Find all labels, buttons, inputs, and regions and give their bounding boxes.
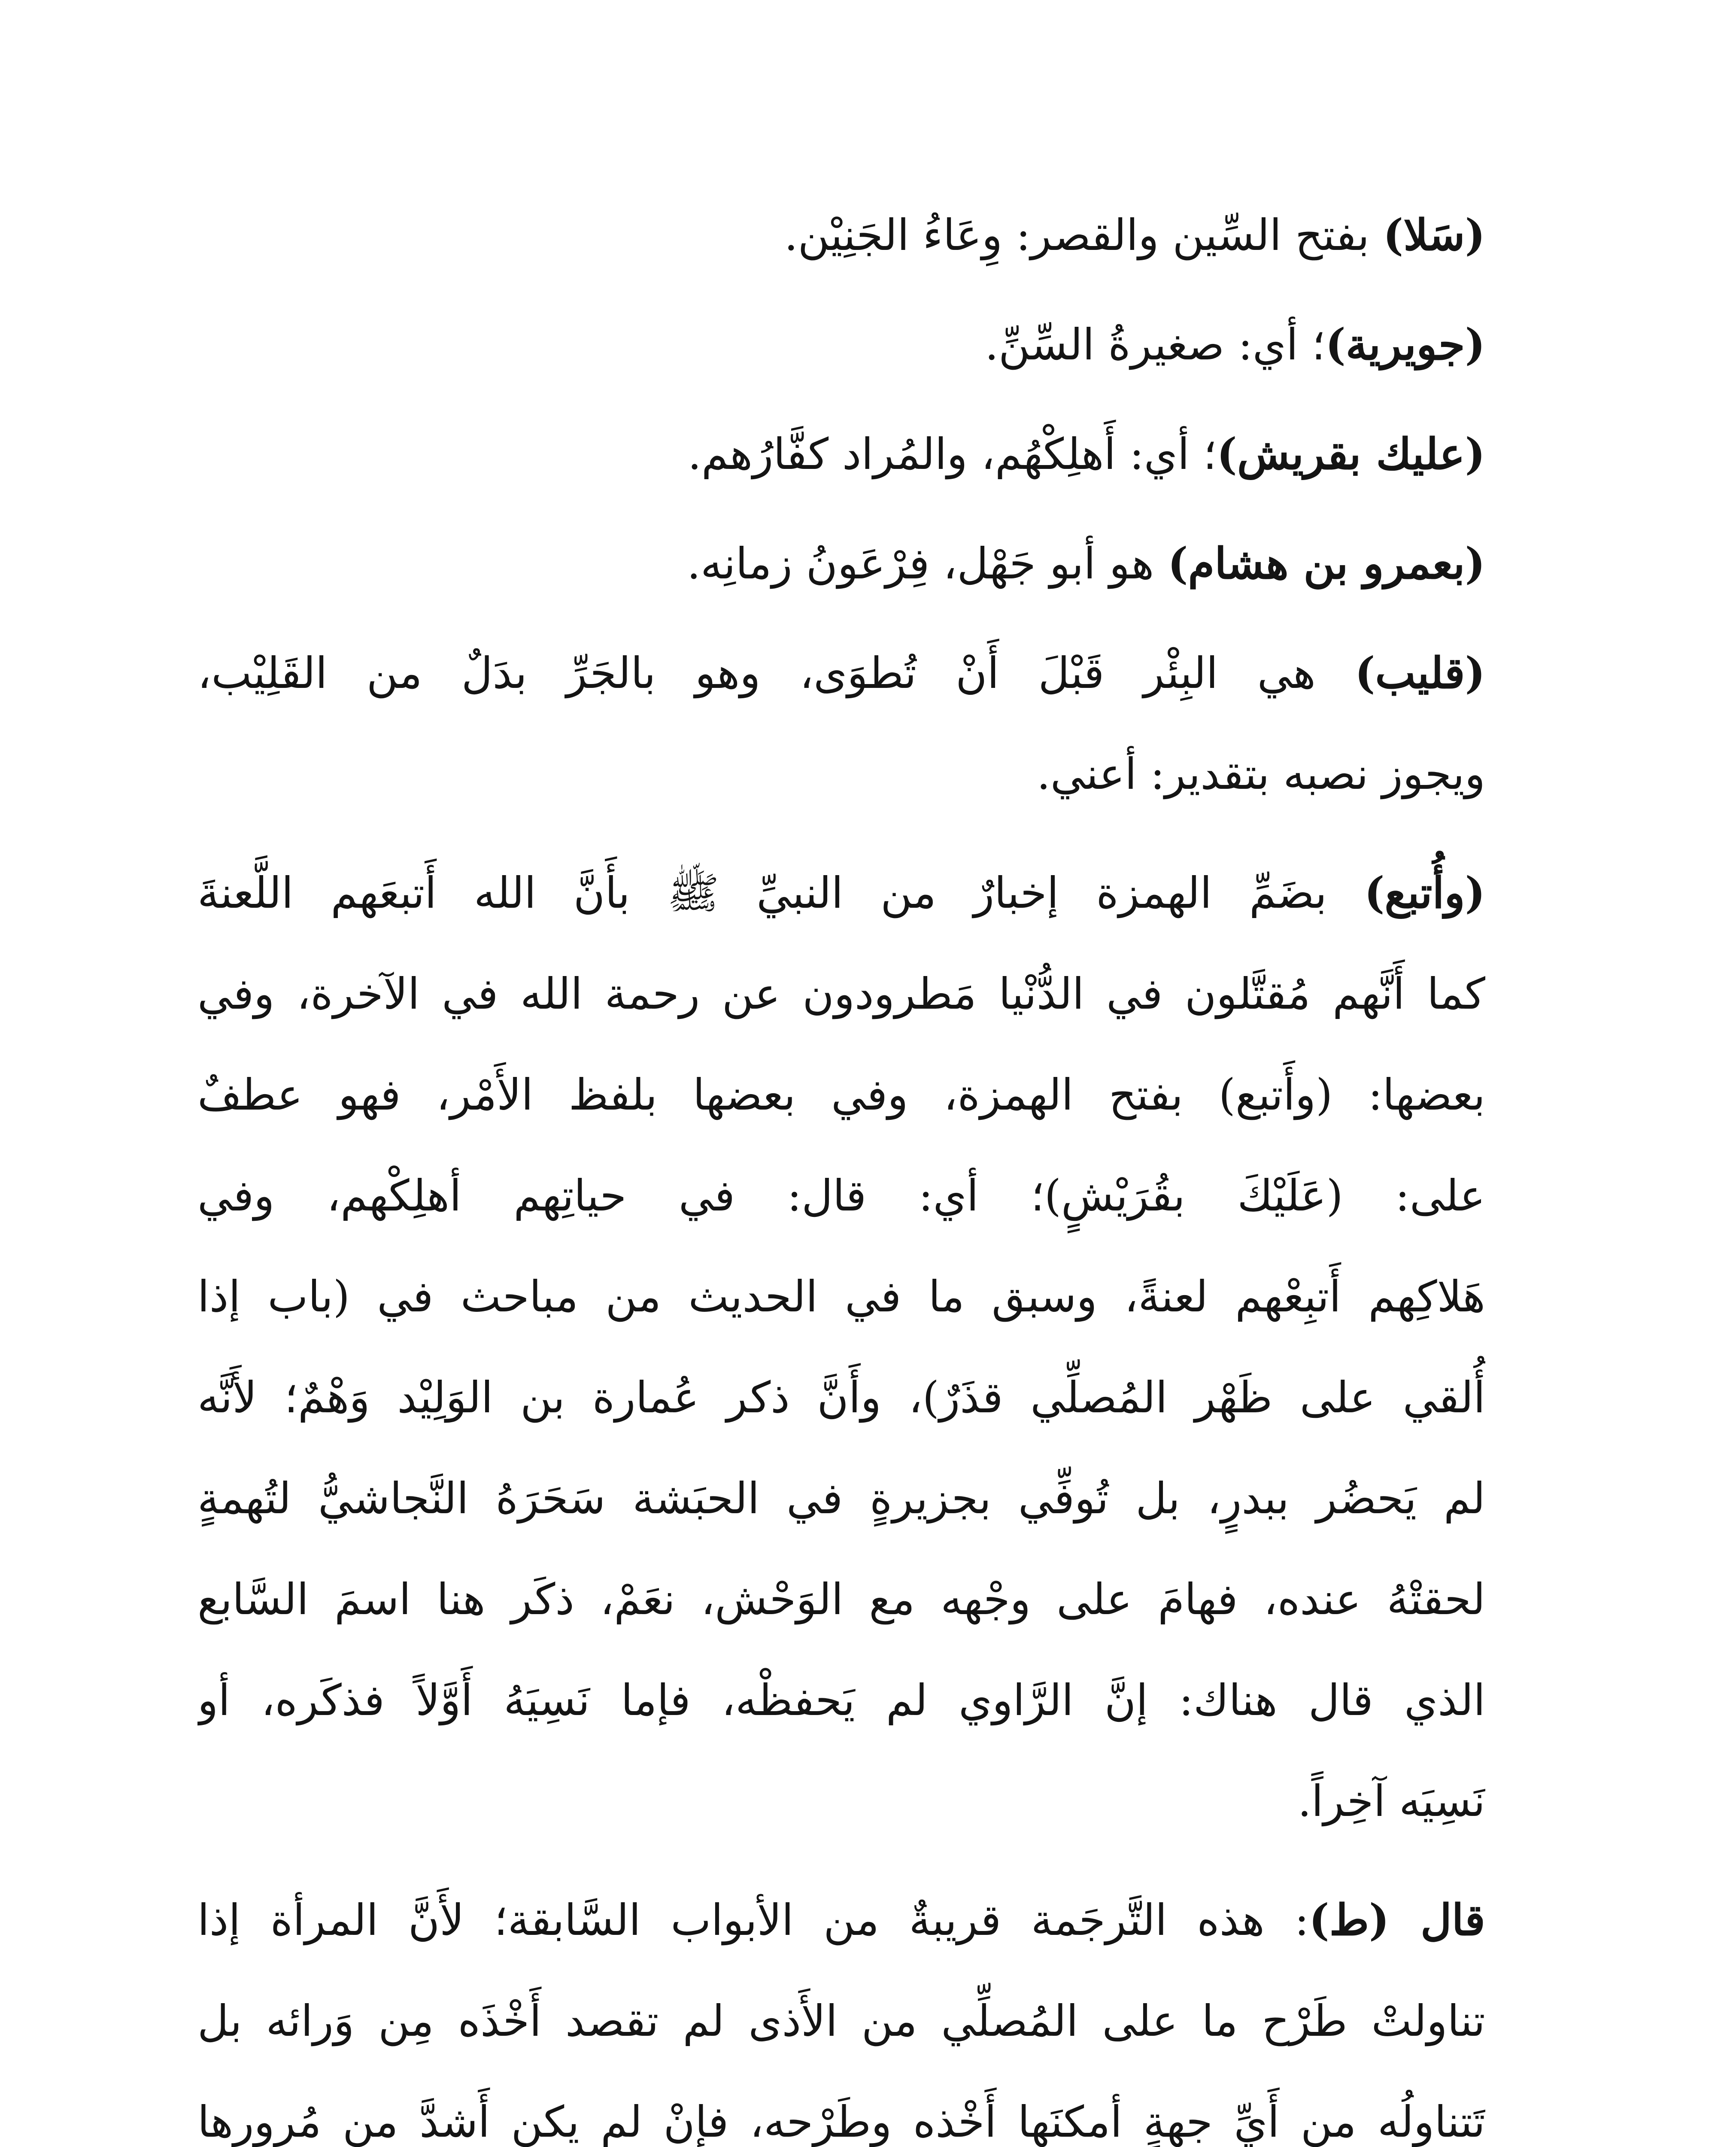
page-text (197, 185, 1485, 2147)
paragraph-term: قال (ط) (1309, 1895, 1485, 1945)
paragraph-ta-line-3: تَتناولُه من أَيِّ جهةٍ أمكنَها أَخْذه وطَرْحه، فإِنْ لم يكن أَشدَّ من مُرورها (197, 2097, 1485, 2147)
glossary-line-amr (197, 513, 1485, 614)
glossary-term: (عليك بقريش) (1217, 429, 1485, 479)
paragraph-text: بضَمِّ الهمزة إخبارٌ من النبيِّ ﷺ بأَنَّ الله أَتبعَهم اللَّعنةَ (197, 868, 1365, 918)
paragraph-utbi-line-2: كما أَنَّهم مُقتَّلون في الدُّنْيا مَطرودون عن رحمة الله في الآخرة، وفي (197, 969, 1485, 1019)
glossary-definition: بفتح السِّين والقصر: وِعَاءُ الجَنِيْن. (784, 210, 1383, 260)
paragraph-ta-line-2: تناولتْ طَرْح ما على المُصلِّي من الأَذى لم تقصد أَخْذَه مِن وَرائه بل (197, 1996, 1485, 2046)
paragraph-utbi-line-9: الذي قال هناك: إنَّ الرَّاوي لم يَحفظْه، فإما نَسِيَهُ أَوَّلاً فذكَره، أو (197, 1675, 1485, 1725)
paragraph-utbi-line-10: نَسِيَه آخِراً. (1298, 1776, 1485, 1826)
glossary-definition: ؛ أي: صغيرةُ السِّنِّ. (985, 319, 1326, 370)
glossary-definition: هي البِئْر قَبْلَ أَنْ تُطوَى، وهو بالجَرِّ بدَلٌ من القَلِيْب، (197, 648, 1355, 698)
glossary-definition: ؛ أي: أَهلِكْهُم، والمُراد كفَّارُهم. (688, 429, 1217, 479)
paragraph-utbi-line-8: لحقتْهُ عنده، فهامَ على وجْهه مع الوَحْش، نعَمْ، ذكَر هنا اسمَ السَّابع (197, 1574, 1485, 1624)
glossary-term: (بعمرو بن هشام) (1168, 538, 1485, 589)
paragraph-utbi-line-7: لم يَحضُر ببدرٍ، بل تُوفِّي بجزيرةٍ في الحبَشة سَحَرَهُ النَّجاشيُّ لتُهمةٍ (197, 1473, 1485, 1524)
glossary-definition: هو أبو جَهْل، فِرْعَونُ زمانِه. (687, 538, 1168, 589)
paragraph-utbi-line-5: هَلاكِهم أَتبِعْهم لعنةً، وسبق ما في الحديث من مباحث في (باب إذا (197, 1271, 1485, 1322)
paragraph-utbi-line-6: أُلقي على ظَهْر المُصلِّي قذَرٌ)، وأَنَّ ذكر عُمارة بن الوَلِيْد وَهْمٌ؛ لأَنَّه (197, 1372, 1485, 1423)
glossary-line-alayka (197, 404, 1485, 505)
paragraph-ta-line-1 (197, 1870, 1485, 1971)
glossary-term: (جويرية) (1325, 319, 1485, 370)
glossary-line-sala (197, 185, 1485, 286)
glossary-continuation: ويجوز نصبه بتقدير: أعني. (1037, 749, 1485, 799)
glossary-line-qalib (197, 623, 1485, 724)
paragraph-text: : هذه التَّرجَمة قريبةٌ من الأبواب السَّابقة؛ لأَنَّ المرأة إذا (197, 1895, 1309, 1945)
glossary-line-juwayriya (197, 294, 1485, 395)
glossary-term: (سَلا) (1383, 210, 1485, 260)
paragraph-utbi-line-4: على: (عَلَيْكَ بقُرَيْشٍ)؛ أي: قال: في حياتِهم أهلِكْهم، وفي (197, 1171, 1485, 1221)
glossary-term: (قليب) (1355, 648, 1485, 698)
paragraph-term: (وأُتبع) (1364, 867, 1485, 918)
paragraph-utbi-line-3: بعضها: (وأَتبع) بفتح الهمزة، وفي بعضها بلفظ الأَمْر، فهو عطفٌ (197, 1070, 1485, 1120)
paragraph-utbi-line-1 (197, 842, 1485, 943)
